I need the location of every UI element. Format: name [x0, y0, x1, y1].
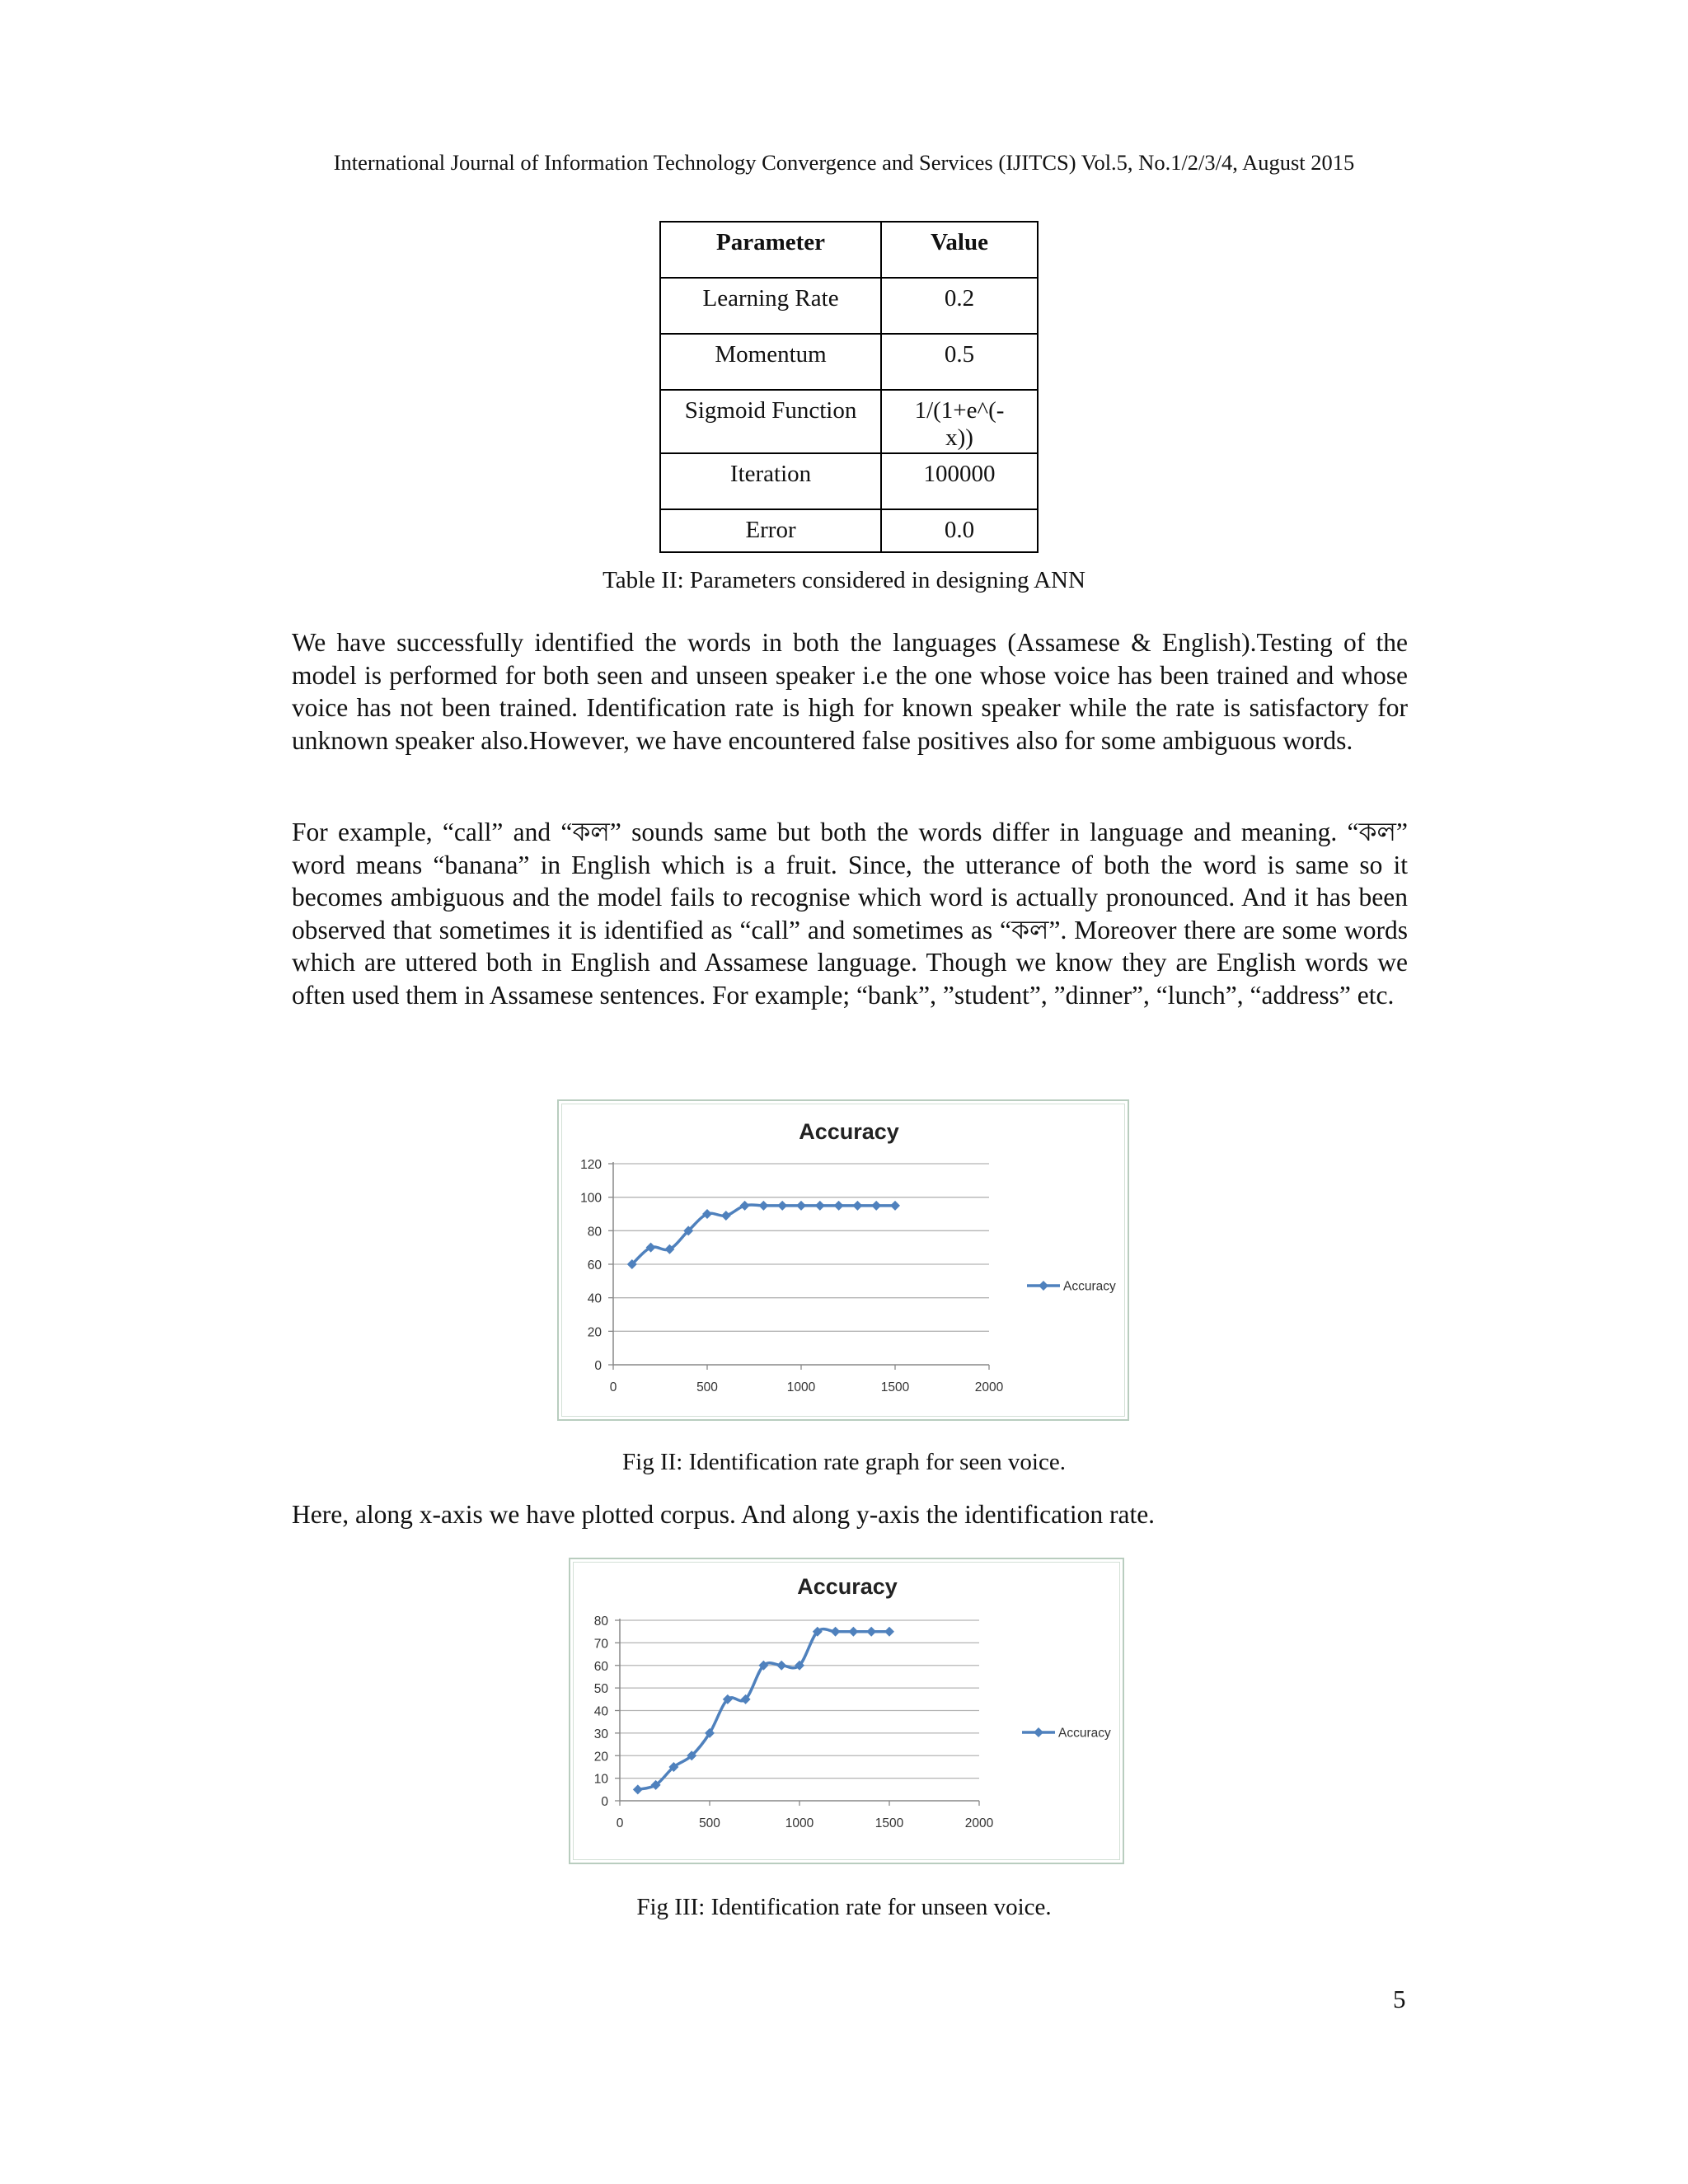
y-tick-label: 50: [593, 1682, 608, 1697]
x-tick-label: 1500: [880, 1380, 910, 1394]
accuracy-chart-seen-svg: [559, 1101, 1128, 1419]
column-header-parameter: Parameter: [660, 222, 881, 278]
data-point: [633, 1784, 643, 1794]
accuracy-chart-unseen: [569, 1558, 1124, 1864]
data-point: [777, 1201, 787, 1211]
legend-label: Accuracy: [1063, 1279, 1116, 1294]
table-row: [660, 390, 1038, 453]
legend-label: Accuracy: [1058, 1726, 1111, 1741]
x-tick-label: 500: [699, 1816, 720, 1830]
cell-value-line: 1/(1+e^(-: [914, 397, 1005, 424]
data-point: [852, 1201, 862, 1211]
data-point: [758, 1201, 768, 1211]
figure-caption: Fig III: Identification rate for unseen voice.: [636, 1894, 1052, 1920]
data-point: [831, 1627, 841, 1637]
y-tick-label: 20: [593, 1750, 608, 1765]
y-tick-label: 0: [601, 1795, 608, 1809]
y-tick-label: 40: [593, 1704, 608, 1719]
y-tick-label: 0: [594, 1359, 602, 1373]
chart-title: Accuracy: [797, 1574, 898, 1599]
y-tick-label: 80: [587, 1225, 602, 1240]
x-tick-label: 0: [616, 1816, 624, 1830]
series-line: [632, 1205, 895, 1264]
table-row: [660, 278, 1038, 334]
table-header-row: [660, 222, 1038, 278]
y-tick-label: 60: [587, 1258, 602, 1272]
cell-value: 0.2: [881, 278, 1038, 334]
data-point: [776, 1661, 786, 1671]
cell-value: [881, 390, 1038, 453]
body-paragraph: For example, “call” and “কল” sounds same but both the words differ in language and meaning. “কল” word means “banana” in English which is a fruit. Since, the utterance of both the word is same so it becomes ambiguous and the model fails to recognise which word is actually pronounced. And it has been observed that sometimes it is identified as “call” and sometimes as “কল”. Moreover there are some words which are uttered both in English and Assamese language. Though we know they are English words we often used them in Assamese sentences. For example; “bank”, ”student”, ”dinner”, “lunch”, “address” etc.: [292, 818, 1408, 1010]
table-row: [660, 334, 1038, 390]
y-tick-label: 40: [587, 1291, 602, 1306]
x-tick-label: 1500: [874, 1816, 904, 1830]
x-tick-label: 2000: [964, 1816, 994, 1830]
y-tick-label: 120: [580, 1158, 602, 1172]
x-tick-label: 2000: [974, 1380, 1004, 1394]
cell-parameter: Iteration: [660, 453, 881, 509]
data-point: [871, 1201, 881, 1211]
accuracy-chart-unseen-svg: [570, 1559, 1123, 1863]
y-tick-label: 100: [580, 1191, 602, 1206]
data-point: [796, 1201, 806, 1211]
legend-swatch-marker: [1034, 1727, 1043, 1737]
chart-title: Accuracy: [799, 1119, 899, 1144]
body-paragraph: Here, along x-axis we have plotted corpus. And along y-axis the identification rate.: [292, 1500, 1156, 1529]
cell-value: 0.5: [881, 334, 1038, 390]
data-point: [866, 1627, 876, 1637]
cell-parameter: Momentum: [660, 334, 881, 390]
data-point: [740, 1201, 750, 1211]
cell-parameter: Error: [660, 509, 881, 552]
body-paragraph: We have successfully identified the words in both the languages (Assamese & English).Testing of the model is performed for both seen and unseen speaker i.e the one whose voice has been trained and whose voice has not been trained. Identification rate is high for known speaker while the rate is satisfactory for unknown speaker also.However, we have encountered false positives also for some ambiguous words.: [292, 628, 1408, 755]
y-tick-label: 60: [593, 1659, 608, 1674]
cell-value-line: x)): [945, 424, 973, 452]
running-header: International Journal of Information Technology Convergence and Services (IJITCS) Vol.5, No.1/2/3/4, August 2015: [333, 150, 1355, 175]
table-caption: Table II: Parameters considered in designing ANN: [603, 567, 1085, 593]
y-tick-label: 20: [587, 1325, 602, 1340]
parameters-table: [659, 221, 1039, 553]
accuracy-chart-seen: [557, 1099, 1129, 1421]
data-point: [815, 1201, 825, 1211]
y-tick-label: 10: [593, 1772, 608, 1787]
data-point: [890, 1201, 900, 1211]
cell-parameter: Learning Rate: [660, 278, 881, 334]
data-point: [834, 1201, 844, 1211]
y-tick-label: 30: [593, 1727, 608, 1741]
cell-value: 0.0: [881, 509, 1038, 552]
table-row: [660, 453, 1038, 509]
data-point: [884, 1627, 894, 1637]
figure-caption: Fig II: Identification rate graph for seen voice.: [622, 1449, 1066, 1475]
data-point: [848, 1627, 858, 1637]
y-tick-label: 70: [593, 1637, 608, 1652]
data-point: [721, 1211, 731, 1221]
x-tick-label: 1000: [786, 1380, 816, 1394]
page-number: 5: [1393, 1985, 1406, 2013]
cell-value: 100000: [881, 453, 1038, 509]
column-header-value: Value: [881, 222, 1038, 278]
x-tick-label: 500: [696, 1380, 718, 1394]
cell-parameter: Sigmoid Function: [660, 390, 881, 453]
table-row: [660, 509, 1038, 552]
x-tick-label: 1000: [785, 1816, 814, 1830]
y-tick-label: 80: [593, 1615, 608, 1629]
x-tick-label: 0: [609, 1380, 617, 1394]
legend-swatch-marker: [1039, 1281, 1048, 1291]
